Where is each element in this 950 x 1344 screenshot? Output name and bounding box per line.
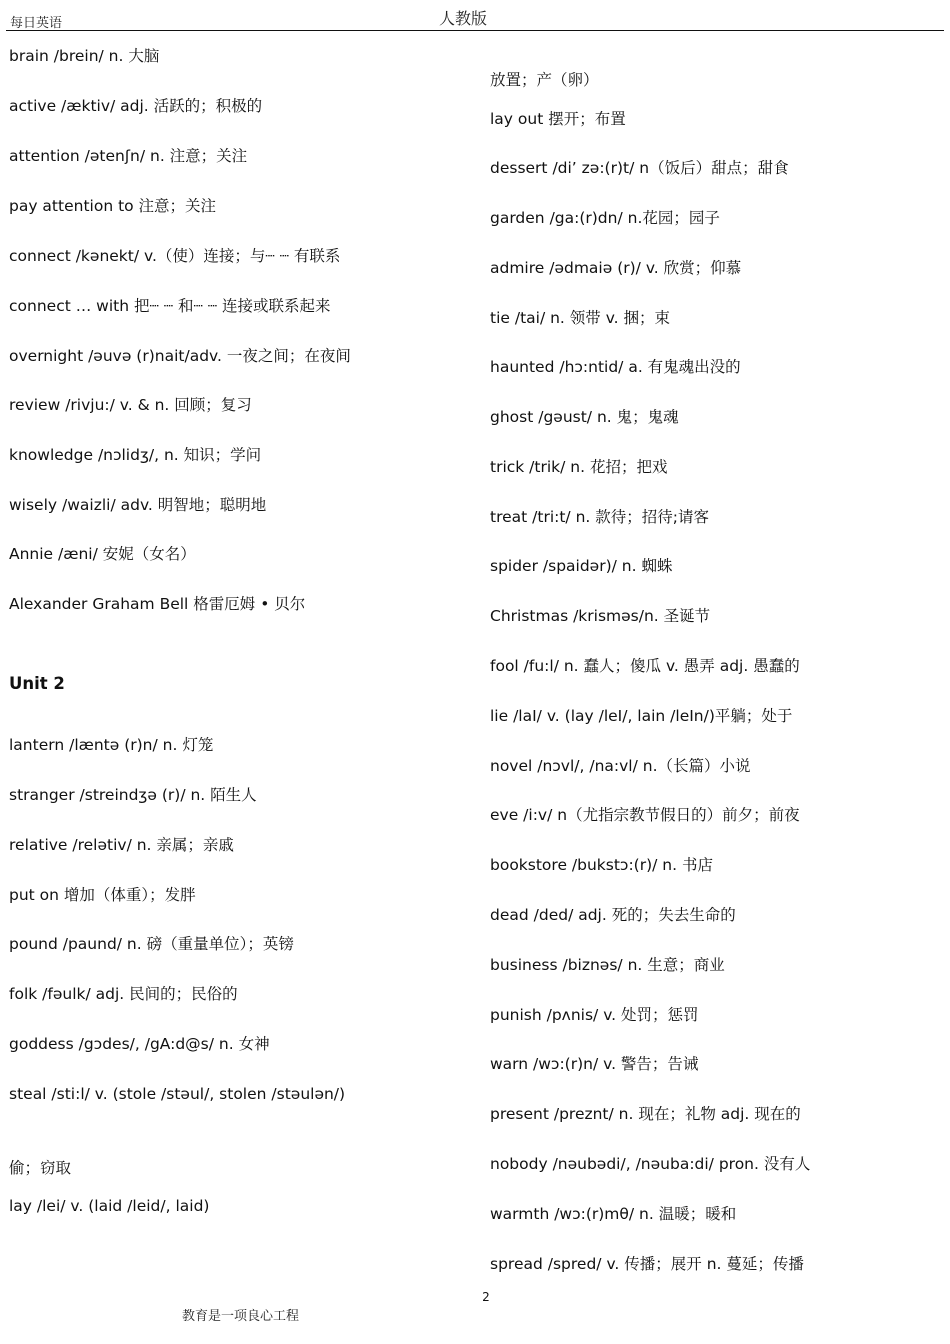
vocab-entry: warmth /wɔ:(r)mθ/ n. 温暖；暖和 <box>490 1205 737 1223</box>
vocab-entry: lantern /læntə (r)n/ n. 灯笼 <box>9 736 214 754</box>
vocab-entry: business /biznəs/ n. 生意；商业 <box>490 956 725 974</box>
vocab-entry: connect … with 把┈ ┈ 和┈ ┈ 连接或联系起来 <box>9 297 331 315</box>
vocab-entry: novel /nɔvl/, /na:vl/ n.（长篇）小说 <box>490 757 751 775</box>
header-left-label: 每日英语 <box>10 16 63 31</box>
vocab-entry: tie /tai/ n. 领带 v. 捆；束 <box>490 309 671 327</box>
vocab-entry: garden /ga:(r)dn/ n.花园；园子 <box>490 209 720 227</box>
vocab-entry: fool /fu:l/ n. 蠢人；傻瓜 v. 愚弄 adj. 愚蠢的 <box>490 657 800 675</box>
vocab-entry: lay /lei/ v. (laid /leid/, laid) <box>9 1197 210 1215</box>
vocab-entry: stranger /streindʒə (r)/ n. 陌生人 <box>9 786 257 804</box>
vocab-entry: overnight /əuvə (r)nait/adv. 一夜之间；在夜间 <box>9 347 351 365</box>
vocab-entry: connect /kənekt/ v.（使）连接；与┈ ┈ 有联系 <box>9 247 341 265</box>
vocab-entry: bookstore /bukstɔ:(r)/ n. 书店 <box>490 856 713 874</box>
vocab-entry: admire /ədmaiə (r)/ v. 欣赏；仰慕 <box>490 259 742 277</box>
vocab-entry: Annie /æni/ 安妮（女名） <box>9 545 196 563</box>
vocab-entry: haunted /hɔ:ntid/ a. 有鬼魂出没的 <box>490 358 741 376</box>
vocab-entry: folk /fəulk/ adj. 民间的；民俗的 <box>9 985 238 1003</box>
vocab-entry: goddess /gɔdes/, /gA:d@s/ n. 女神 <box>9 1035 270 1053</box>
vocab-entry: trick /trik/ n. 花招；把戏 <box>490 458 668 476</box>
vocab-entry: lay out 摆开；布置 <box>490 110 626 128</box>
vocab-entry: 放置；产（卵） <box>490 71 599 89</box>
vocab-entry: warn /wɔ:(r)n/ v. 警告；告诫 <box>490 1055 699 1073</box>
vocab-entry: punish /pʌnis/ v. 处罚；惩罚 <box>490 1006 699 1024</box>
page-number: 2 <box>482 1290 490 1304</box>
vocab-entry: lie /laI/ v. (lay /leI/, lain /leIn/)平躺；处于 <box>490 707 793 725</box>
vocab-entry: dessert /di’ zə:(r)t/ n（饭后）甜点；甜食 <box>490 159 789 177</box>
vocab-entry: present /preznt/ n. 现在；礼物 adj. 现在的 <box>490 1105 801 1123</box>
vocab-entry: active /æktiv/ adj. 活跃的；积极的 <box>9 97 263 115</box>
vocab-entry: brain /brein/ n. 大脑 <box>9 47 160 65</box>
vocab-entry: relative /relətiv/ n. 亲属；亲戚 <box>9 836 234 854</box>
vocab-entry: dead /ded/ adj. 死的；失去生命的 <box>490 906 736 924</box>
header-divider <box>6 30 944 31</box>
vocab-entry: attention /ətenʃn/ n. 注意；关注 <box>9 147 248 165</box>
vocab-entry: spread /spred/ v. 传播；展开 n. 蔓延；传播 <box>490 1255 804 1273</box>
vocab-entry: Christmas /krisməs/n. 圣诞节 <box>490 607 711 625</box>
vocab-entry: eve /i:v/ n（尤指宗教节假日的）前夕；前夜 <box>490 806 800 824</box>
vocab-entry: wisely /waizli/ adv. 明智地；聪明地 <box>9 496 267 514</box>
vocab-entry: pay attention to 注意；关注 <box>9 197 217 215</box>
unit-heading: Unit 2 <box>9 674 65 693</box>
footer-motto: 教育是一项良心工程 <box>182 1309 300 1324</box>
vocab-entry: treat /tri:t/ n. 款待；招待;请客 <box>490 508 709 526</box>
vocab-entry: spider /spaidər)/ n. 蜘蛛 <box>490 557 673 575</box>
vocab-entry: 偷；窃取 <box>9 1159 72 1177</box>
vocab-entry: knowledge /nɔlidʒ/, n. 知识；学问 <box>9 446 262 464</box>
vocab-entry: ghost /gəust/ n. 鬼；鬼魂 <box>490 408 679 426</box>
vocab-entry: steal /sti:l/ v. (stole /stəul/, stolen /stəulən/) <box>9 1085 346 1103</box>
vocab-entry: Alexander Graham Bell 格雷厄姆 • 贝尔 <box>9 595 306 613</box>
vocab-entry: put on 增加（体重）；发胖 <box>9 886 196 904</box>
vocab-entry: review /rivju:/ v. & n. 回顾；复习 <box>9 396 252 414</box>
header-title: 人教版 <box>438 9 487 28</box>
vocab-entry: pound /paund/ n. 磅（重量单位）；英镑 <box>9 935 294 953</box>
vocab-entry: nobody /nəubədi/, /nəuba:di/ pron. 没有人 <box>490 1155 811 1173</box>
